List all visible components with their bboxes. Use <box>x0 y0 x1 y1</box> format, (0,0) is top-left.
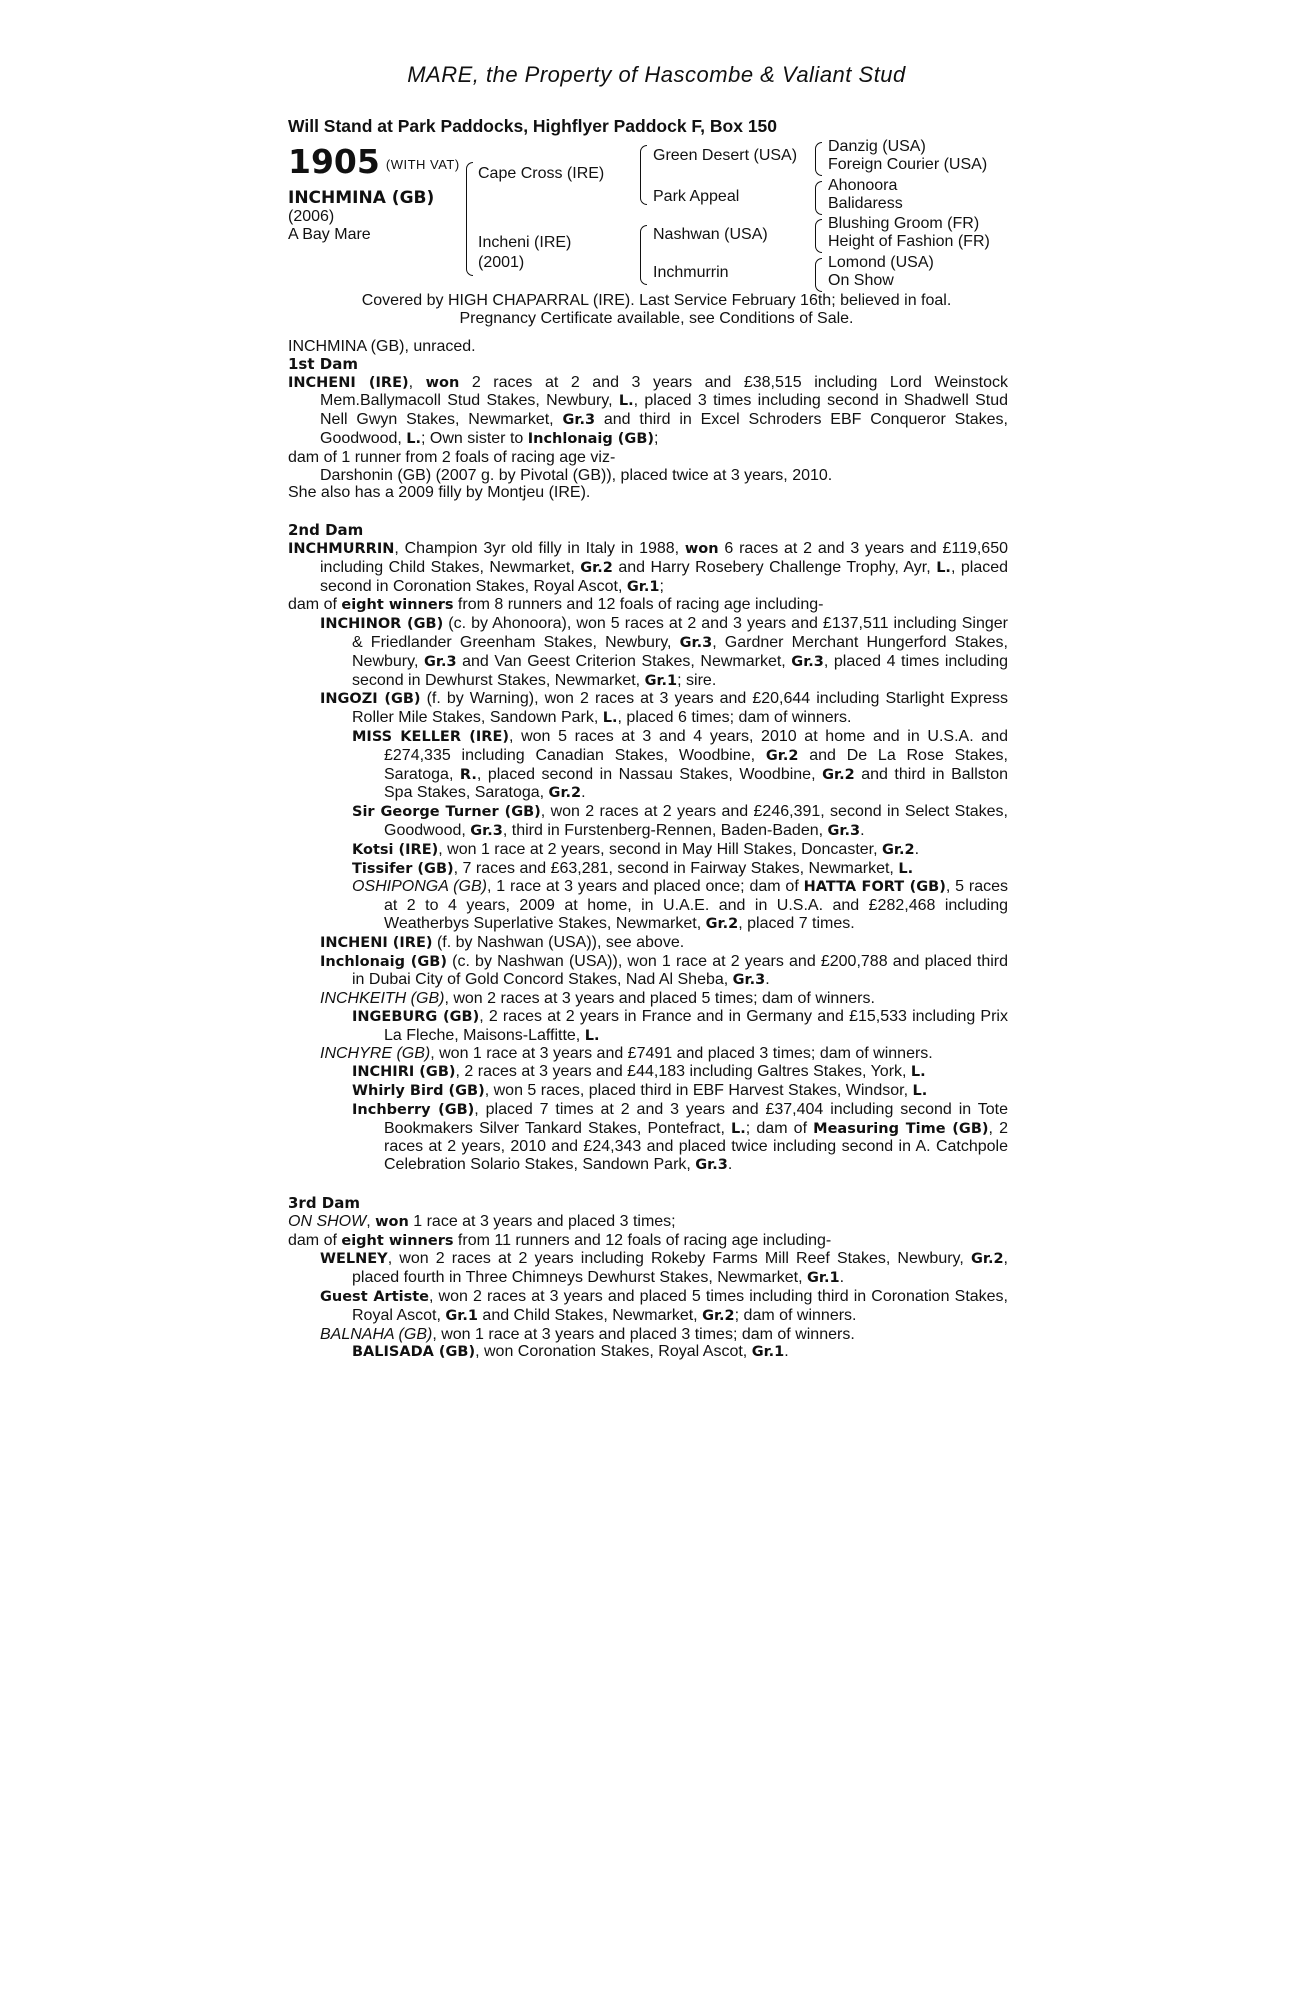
second-dam-winners: dam of eight winners from 8 runners and 12 foals of racing age including- <box>288 596 824 614</box>
horse-name: INCHMINA (GB) <box>288 188 435 208</box>
progeny-inchkeith: INCHKEITH (GB), won 2 races at 3 years and placed 5 times; dam of winners. <box>320 990 875 1008</box>
sire-parents-brace <box>640 145 647 205</box>
catalogue-body <box>288 338 1008 1362</box>
progeny-inchinor: INCHINOR (GB) (c. by Ahonoora), won 5 races at 2 and 3 years and £137,511 including Singer & Friedlander Greenham Stakes, Newbury, Gr.3, Gardner Merchant Hungerford Stakes, Newbury, Gr.3 and Van Geest Criterion Stakes, Newmarket, Gr.3, placed 4 times including second in Dewhurst Stakes, Newmarket, Gr.1; sire. <box>320 615 1008 689</box>
progeny-ingeburg: INGEBURG (GB), 2 races at 2 years in France and in Germany and £15,533 including Prix La Fleche, Maisons-Laffitte, L. <box>352 1007 1008 1044</box>
progeny-ingozi: INGOZI (GB) (f. by Warning), won 2 races at 3 years and £20,644 including Starlight Express Roller Mile Stakes, Sandown Park, L., placed 6 times; dam of winners. <box>320 690 1008 727</box>
page-header: MARE, the Property of Hascombe & Valiant Stud <box>407 62 906 87</box>
lot-number-block <box>288 142 460 181</box>
pedigree-sss: Danzig (USA) <box>828 138 926 155</box>
progeny-miss-keller: MISS KELLER (IRE), won 5 races at 3 and 4 years, 2010 at home and in U.S.A. and £274,335 including Canadian Stakes, Woodbine, Gr.2 and De La Rose Stakes, Saratoga, R., placed second in Nassau Stakes, Woodbine, Gr.2 and third in Ballston Spa Stakes, Saratoga, Gr.2. <box>352 727 1009 802</box>
progeny-kotsi: Kotsi (IRE), won 1 race at 2 years, second in May Hill Stakes, Doncaster, Gr.2. <box>352 840 920 858</box>
pedigree-dam-year: (2001) <box>478 254 525 271</box>
progeny-inchberry: Inchberry (GB), placed 7 times at 2 and 3 years and £37,404 including second in Tote Bookmakers Silver Tankard Stakes, Pontefract, L.; dam of Measuring Time (GB), 2 races at 2 years, 2010 and £24,343 and placed twice including second in A. Catchpole Celebration Solario Stakes, Sandown Park, Gr.3. <box>352 1100 1008 1174</box>
progeny-inchyre: INCHYRE (GB), won 1 race at 3 years and £7491 and placed 3 times; dam of winners. <box>320 1045 933 1063</box>
dam-parents-brace <box>640 225 647 285</box>
second-dam-heading: 2nd Dam <box>288 521 364 540</box>
pedigree-sire: Cape Cross (IRE) <box>478 165 605 182</box>
first-dam-progeny: Darshonin (GB) (2007 g. by Pivotal (GB)), placed twice at 3 years, 2010. <box>320 466 833 484</box>
gg-brace-2 <box>815 181 822 215</box>
pedigree-sdd: Balidaress <box>828 195 903 212</box>
second-dam-entry: INCHMURRIN, Champion 3yr old filly in Italy in 1988, won 6 races at 2 and 3 years and £119,650 including Child Stakes, Newmarket, Gr.2 and Harry Rosebery Challenge Trophy, Ayr, L., placed second in Coronation Stakes, Royal Ascot, Gr.1; <box>288 539 1009 595</box>
pedigree-dam-sire: Nashwan (USA) <box>653 226 768 243</box>
progeny-inchiri: INCHIRI (GB), 2 races at 3 years and £44,183 including Galtres Stakes, York, L. <box>352 1063 926 1081</box>
gg-brace-3 <box>815 219 822 253</box>
first-dam-entry: INCHENI (IRE), won 2 races at 2 and 3 years and £38,515 including Lord Weinstock Mem.Ballymacoll Stud Stakes, Newbury, L., placed 3 times including second in Shadwell Stud Nell Gwyn Stakes, Newmarket, Gr.3 and third in Excel Schroders EBF Conqueror Stakes, Goodwood, L.; Own sister to Inchlonaig (GB); <box>288 373 1009 447</box>
progeny-inchlonaig: Inchlonaig (GB) (c. by Nashwan (USA)), won 1 race at 2 years and £200,788 and placed third in Dubai City of Gold Concord Stakes, Nad Al Sheba, Gr.3. <box>320 952 1008 989</box>
sire-dam-brace <box>466 162 473 276</box>
stand-location: Will Stand at Park Paddocks, Highflyer Paddock F, Box 150 <box>288 116 778 136</box>
pedigree-dam-dam: Inchmurrin <box>653 264 729 281</box>
pedigree-ddd: On Show <box>828 272 894 289</box>
pedigree-dsd: Height of Fashion (FR) <box>828 233 990 250</box>
progeny-sir-george-turner: Sir George Turner (GB), won 2 races at 2 years and £246,391, second in Select Stakes, Goodwood, Gr.3, third in Furstenberg-Rennen, Baden-Baden, Gr.3. <box>352 803 1009 839</box>
first-dam-heading: 1st Dam <box>288 354 358 373</box>
pregnancy-note: Pregnancy Certificate available, see Conditions of Sale. <box>459 310 854 327</box>
progeny-balisada: BALISADA (GB), won Coronation Stakes, Royal Ascot, Gr.1. <box>352 1343 789 1361</box>
horse-description: A Bay Mare <box>288 226 371 243</box>
pedigree-dam: Incheni (IRE) <box>478 234 572 251</box>
lot-number: 1905 <box>288 142 380 181</box>
progeny-tissifer: Tissifer (GB), 7 races and £63,281, second in Fairway Stakes, Newmarket, L. <box>352 859 914 877</box>
first-dam-filly: She also has a 2009 filly by Montjeu (IRE). <box>288 484 591 502</box>
pedigree-ssd: Foreign Courier (USA) <box>828 156 988 173</box>
third-dam-entry: ON SHOW, won 1 race at 3 years and placed 3 times; <box>288 1212 676 1230</box>
progeny-whirly-bird: Whirly Bird (GB), won 5 races, placed third in EBF Harvest Stakes, Windsor, L. <box>352 1082 928 1100</box>
covered-note: Covered by HIGH CHAPARRAL (IRE). Last Service February 16th; believed in foal. <box>361 292 952 309</box>
horse-year: (2006) <box>288 208 335 225</box>
pedigree-dss: Blushing Groom (FR) <box>828 215 980 232</box>
progeny-balnaha: BALNAHA (GB), won 1 race at 3 years and placed 3 times; dam of winners. <box>320 1325 855 1343</box>
pedigree-sire-dam: Park Appeal <box>653 188 740 205</box>
progeny-oshiponga: OSHIPONGA (GB), 1 race at 3 years and placed once; dam of HATTA FORT (GB), 5 races at 2 to 4 years, 2009 at home, in U.A.E. and in U.S.A. and £282,468 including Weatherbys Superlative Stakes, Newmarket, Gr.2, placed 7 times. <box>352 878 1009 932</box>
pedigree-sire-sire: Green Desert (USA) <box>653 147 798 164</box>
third-dam-winners: dam of eight winners from 11 runners and 12 foals of racing age including- <box>288 1231 832 1249</box>
vat-note: (WITH VAT) <box>385 157 460 172</box>
pedigree-sds: Ahonoora <box>828 177 898 194</box>
first-dam-runners: dam of 1 runner from 2 foals of racing age viz- <box>288 448 616 466</box>
progeny-welney: WELNEY, won 2 races at 2 years including Rokeby Farms Mill Reef Stakes, Newbury, Gr.2, placed fourth in Three Chimneys Dewhurst Stakes, Newmarket, Gr.1. <box>320 1250 1008 1287</box>
progeny-guest-artiste: Guest Artiste, won 2 races at 3 years and placed 5 times including third in Coronation Stakes, Royal Ascot, Gr.1 and Child Stakes, Newmarket, Gr.2; dam of winners. <box>320 1288 1009 1324</box>
third-dam-heading: 3rd Dam <box>288 1194 360 1213</box>
gg-brace-1 <box>815 142 822 176</box>
pedigree-dds: Lomond (USA) <box>828 254 934 271</box>
gg-brace-4 <box>815 258 822 292</box>
intro-line: INCHMINA (GB), unraced. <box>288 338 476 355</box>
progeny-incheni: INCHENI (IRE) (f. by Nashwan (USA)), see above. <box>320 933 685 951</box>
